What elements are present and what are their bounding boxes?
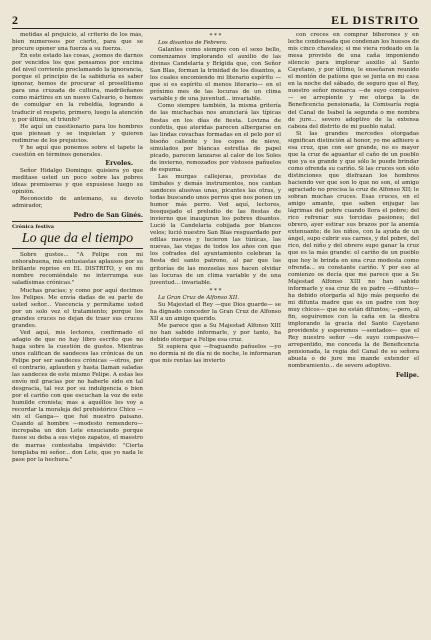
signature-felipe: Felipe. xyxy=(395,372,419,380)
signature-ervoles: Ervoles. xyxy=(105,159,133,167)
signature-pedro: Pedro de San Ginés. xyxy=(73,212,143,220)
paragraph: Su Majestad el Rey —que Dios guarde— se ha dignado conceder la Gran Cruz de Alfonso XII a un amigo querido. xyxy=(150,301,281,322)
separator-asterisks: * * * xyxy=(209,287,222,294)
newspaper-title: EL DISTRITO xyxy=(331,13,419,27)
paragraph xyxy=(150,40,281,47)
column-1 xyxy=(12,32,143,634)
paragraph: Galantes como siempre con el sexo bello, comenzamos implorando el auxilio de las divinas Candelaria y Brígida que, con Señor San Blas, forman la trinidad de los disantos, a los cuales encomiendo mi literario espíritu —que si es espíritu el menos literario— en el próximo mes de las locuras de un clima variable y de una juventud... invariable. xyxy=(150,47,281,103)
paragraph: He aquí un cuestionario para los hombres que piensan y se inquietan y quieren redimirse de los prejuicios. xyxy=(12,123,143,144)
paragraph: Sobre gustos... "A Felipe con mi enhorabuena, mis entusiastas aplausos por su brillante reprise en EL DISTRITO, y en mi nombre recomiéndale no interrumpa sus saladísimas crónicas." xyxy=(12,252,143,287)
paragraph: Me parece que a Su Majestad Alfonso XIII no han sabido informarle, y por tanto, ha debido otorgar a Felipe esa cruz. xyxy=(150,322,281,343)
paragraph: Ved aquí, mis lectores, confirmado el adagio de que no hay libro escrito que no haga sobre la cuestión de gustos. Mientras unos califican de sandeces las crónicas de un Felipe por ser sandeces crónicas —otros, por el contrario, aplauden y hasta llaman saladas las sandeces de este mismo Felipe. A estas les envío mil gracias por no haberle sido en tal desgracia, tal vez por su indulgencia o bien por el cariño con que escuchan la voz de este humilde cronista; mas a aquéllos les voy a recordar la moraleja del prehistórico Chico —sin el Ganga— que fué nuestro paisano. Cuando al hombre —modesto remendero— increpaba un don Lete ensuciando porque fuese su deba a sus viejos zapatos, el maestro de marras contestaba impávido: "Cierta templaba mi señor... don Lete, que yo nada le pase por la hechura." xyxy=(12,329,143,463)
paragraph: Reconocido de antemano, su devoto admirador, xyxy=(12,196,143,210)
page-number: 2 xyxy=(12,13,18,27)
section-kicker: Crónica festiva xyxy=(12,221,143,231)
paragraph: metidas al prejuicio, al criterio de los más, bien numerosos por cierto, para que se procure oponer una fuerza a su fuerza. xyxy=(12,32,143,53)
paragraph: Como siempre también, la misma gritería de las muchachas nos anunciará las típicas fiestas en los días de fiesta. Lovizna de confetis, que ateridas parecen albergarse en las lindas covachas formadas en el pelo por el bisoño caliente y los copos de nieve, simulados por blancas estrellas de papel picado, parecen lanzarse al calor de los Soles de invierno, remozados por vistosos pañuelos de espuma. xyxy=(150,103,281,173)
paragraph: Si supiera que —fraguando pañuelos —yo no dormía ni de día ni de noche, le informaran que mis rentas las invierto xyxy=(150,343,281,365)
column-3 xyxy=(288,32,419,634)
separator-asterisks: * * * xyxy=(209,33,222,39)
column-2 xyxy=(150,32,281,634)
paragraph: con creces en comprar biberones y en leche condensada que condenan los huesos de mis cinco chavales; si me viera rodeado en la mesa proviste de una caña imponiendo silencio para implorar auxilio al Santo Cayetano, y por último, le enseñaran reunido el montón de patíons que se junta en mi casa en la noche del sábado, de seguro que el Rey, nuestro señor monarca —de suyo compasivo— se arrepiente y me otorga la de Beneficencia pensionada, la Comisaría regia del Canal de Isabel la segunda o me nombra de jure... severo adoptivo de la extensa cabeza del distrito de mi pueblo natal. xyxy=(288,32,419,130)
paragraph: Y he aquí que ponemos sobre el tapete la cuestión en términos generales. xyxy=(12,144,143,158)
text-columns xyxy=(12,32,419,634)
paragraph: Si las grandes mercedes otorgadas significan distinción al honor, yo me adhiero a esa cruz, que con ser grande, no es mayor que la cruz de aguantar el caño de un pueblo que ya es grande y que sólo le puede brindar como ofrenda su cariño. Si las cruces son sólo distinciones que disfrazan los hombres haciendo ver que son lo que no son, el amigo agraciado no precisa la cruz de Alfonso XII; le sobran muchas cruces. Esas cruces, en el amigo amante, que saben enjugar las lágrimas del pobre cuando llora el pobre; del rico refrenar sus torcidas pasiones; del obrero, ayer estirar sus brazos por la anemia extenuante; de los niños, con la ayuda de un ángel, supo cubrir sus carnes, y del pobre, del rico, del niño y del obrero supo ganar la cruz que es la más grande: el cariño de un pueblo que hoy le brinda en una cruz modesta como ofrenda... su constante cariño. Y por eso al comienzo os decía que me parece que a Su Majestad Alfonso XIII no han sabido informarle y esa cruz de su padre —difunto— ha debido otorgarla al hijo más pequeño de mi difunta madre que es un padre con hoy muy chicos— que no están difuntos; —pero, al fin, seguiremos con la caña en la diestra implorando la gracia del Santo Cayetano providente y esperemos —sentados— que el Rey nuestro señor —de suyo compasivo— arrepentido, me conceda la de Beneficencia pensionada, la regia del Canal de su señora abuela o de jure me mande extender el nombramiento... de severo adoptivo. xyxy=(288,130,419,370)
paragraph: Señor Hidalgo Domingo: quisiera yo que meditase usted un poco sobre las pobres ideas premiseras y que expusiese luego su opinión. xyxy=(12,167,143,196)
page-header xyxy=(12,8,419,29)
paragraph xyxy=(150,295,281,302)
subheading-gran-cruz: La Gran Cruz de Alfonso XII. xyxy=(158,294,240,301)
paragraph: Las murgas callejeras, provistas de timbales y demás instrumentos, nos cantan sandeces alusivas unas, picantes las otras, y todas buscando unos perros que nos ponen un humor más perro. Ved aquí, lectores, bosquejado el preludio de las fiestas de invierno que inauguran los pobres disantos. Lució la Candelaria cobijada por blancos velos; lució nuestro San Blas resguardado por edilas nuevos y lucieron las túnicas, las nuevas, las viejas de todos los años con que los cofrades del ayuntamiento celebran la fiesta del santo patrono, al par que las gritorías de las mozuelas nos hacen olvidar las locuras de un clima variable y de una juventud... invariable. xyxy=(150,173,281,286)
paragraph: En este estado las cosas, ¿somos de darnos por vencidos los que pensamos por encima del nivel corriente proclamando la ignorancia, porque el principio de la sabiduría es saber ignorar, hemos de procurar el proselitismo para una cruzada de cultura, madrileñanos como mártires en un nuevo Calvario, o hemos de comulgar en la rebeldía, logrando a traducir el respeto, primero, luego la atención y, por último, el triunfo? xyxy=(12,53,143,123)
subheading-disantos: Los disantos de Febrero. xyxy=(158,40,228,46)
section-title: Lo que da el tiempo xyxy=(12,231,143,249)
paragraph: Muchas gracias; y como por aquí decimos los Felipes. Me envía dadas de su parte de usted señor... Vuecencia y permítame usted por un solo vez el tratamiento; porque los grandes cruces no dejan de traer sus cruces grandes. xyxy=(12,287,143,329)
